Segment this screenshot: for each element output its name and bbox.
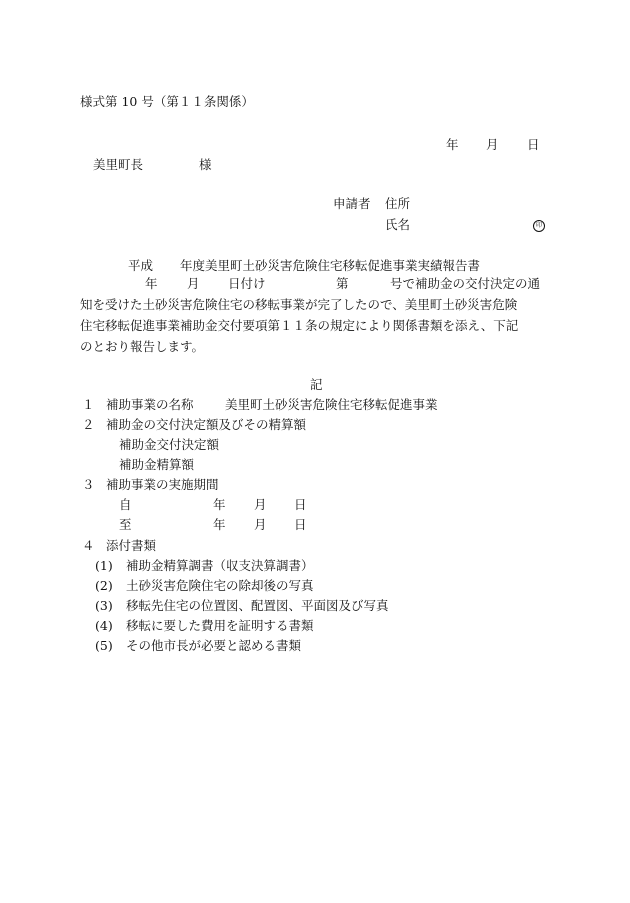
item2-label: 補助金の交付決定額及びその精算額 — [106, 417, 307, 432]
period-from-month: 月 — [254, 497, 267, 512]
item3-number: ３ — [82, 477, 95, 492]
doc2-text: 土砂災害危険住宅の除却後の写真 — [126, 578, 314, 593]
date-year-label: 年 — [446, 137, 459, 152]
item1-value: 美里町土砂災害危険住宅移転促進事業 — [225, 397, 438, 412]
doc5-text: その他市長が必要と認める書類 — [126, 638, 302, 653]
period-from-year: 年 — [213, 497, 226, 512]
item4-number: ４ — [82, 538, 95, 553]
body-month-label: 月 — [187, 276, 200, 291]
period-from-day: 日 — [294, 497, 307, 512]
item3-label: 補助事業の実施期間 — [106, 477, 219, 492]
body-date-suffix: 日付け — [228, 276, 266, 291]
body-line-2: 知を受けた土砂災害危険住宅の移転事業が完了したので、美里町土砂災害危険 — [80, 297, 518, 312]
doc1-number: (1) — [95, 558, 113, 573]
period-from-label: 自 — [119, 497, 132, 512]
doc1-text: 補助金精算調書（収支決算調書） — [126, 558, 314, 573]
title-era: 平成 — [128, 258, 154, 273]
form-number-label: 様式第 10 号（第１１条関係） — [80, 94, 254, 109]
ki-heading: 記 — [310, 377, 323, 392]
applicant-label: 申請者 — [333, 196, 371, 211]
item2-sub-settlement-amount: 補助金精算額 — [119, 457, 195, 472]
period-to-month: 月 — [254, 517, 267, 532]
body-line1-rest: 号で補助金の交付決定の通 — [390, 276, 541, 291]
item1-number: １ — [82, 397, 95, 412]
item4-label: 添付書類 — [106, 538, 157, 553]
doc4-text: 移転に要した費用を証明する書類 — [126, 618, 314, 633]
addressee-suffix: 様 — [199, 157, 212, 172]
date-month-label: 月 — [486, 137, 499, 152]
doc2-number: (2) — [95, 578, 113, 593]
date-day-label: 日 — [527, 137, 540, 152]
applicant-name-label: 氏名 — [385, 217, 411, 232]
doc3-text: 移転先住宅の位置図、配置図、平面図及び写真 — [126, 598, 389, 613]
item1-label: 補助事業の名称 — [106, 397, 194, 412]
doc4-number: (4) — [95, 618, 113, 633]
addressee-name: 美里町長 — [93, 157, 144, 172]
item2-number: ２ — [82, 417, 95, 432]
body-year-label: 年 — [145, 276, 158, 291]
seal-mark: 印 — [533, 220, 545, 232]
report-title: 年度美里町土砂災害危険住宅移転促進事業実績報告書 — [180, 258, 481, 273]
doc5-number: (5) — [95, 638, 113, 653]
applicant-address-label: 住所 — [385, 196, 411, 211]
period-to-label: 至 — [119, 517, 132, 532]
doc3-number: (3) — [95, 598, 113, 613]
period-to-day: 日 — [294, 517, 307, 532]
item2-sub-decision-amount: 補助金交付決定額 — [119, 437, 220, 452]
body-line-3: 住宅移転促進事業補助金交付要項第１１条の規定により関係書類を添え、下記 — [80, 318, 519, 333]
body-line-4: のとおり報告します。 — [80, 339, 205, 354]
body-number-prefix: 第 — [336, 276, 349, 291]
period-to-year: 年 — [213, 517, 226, 532]
